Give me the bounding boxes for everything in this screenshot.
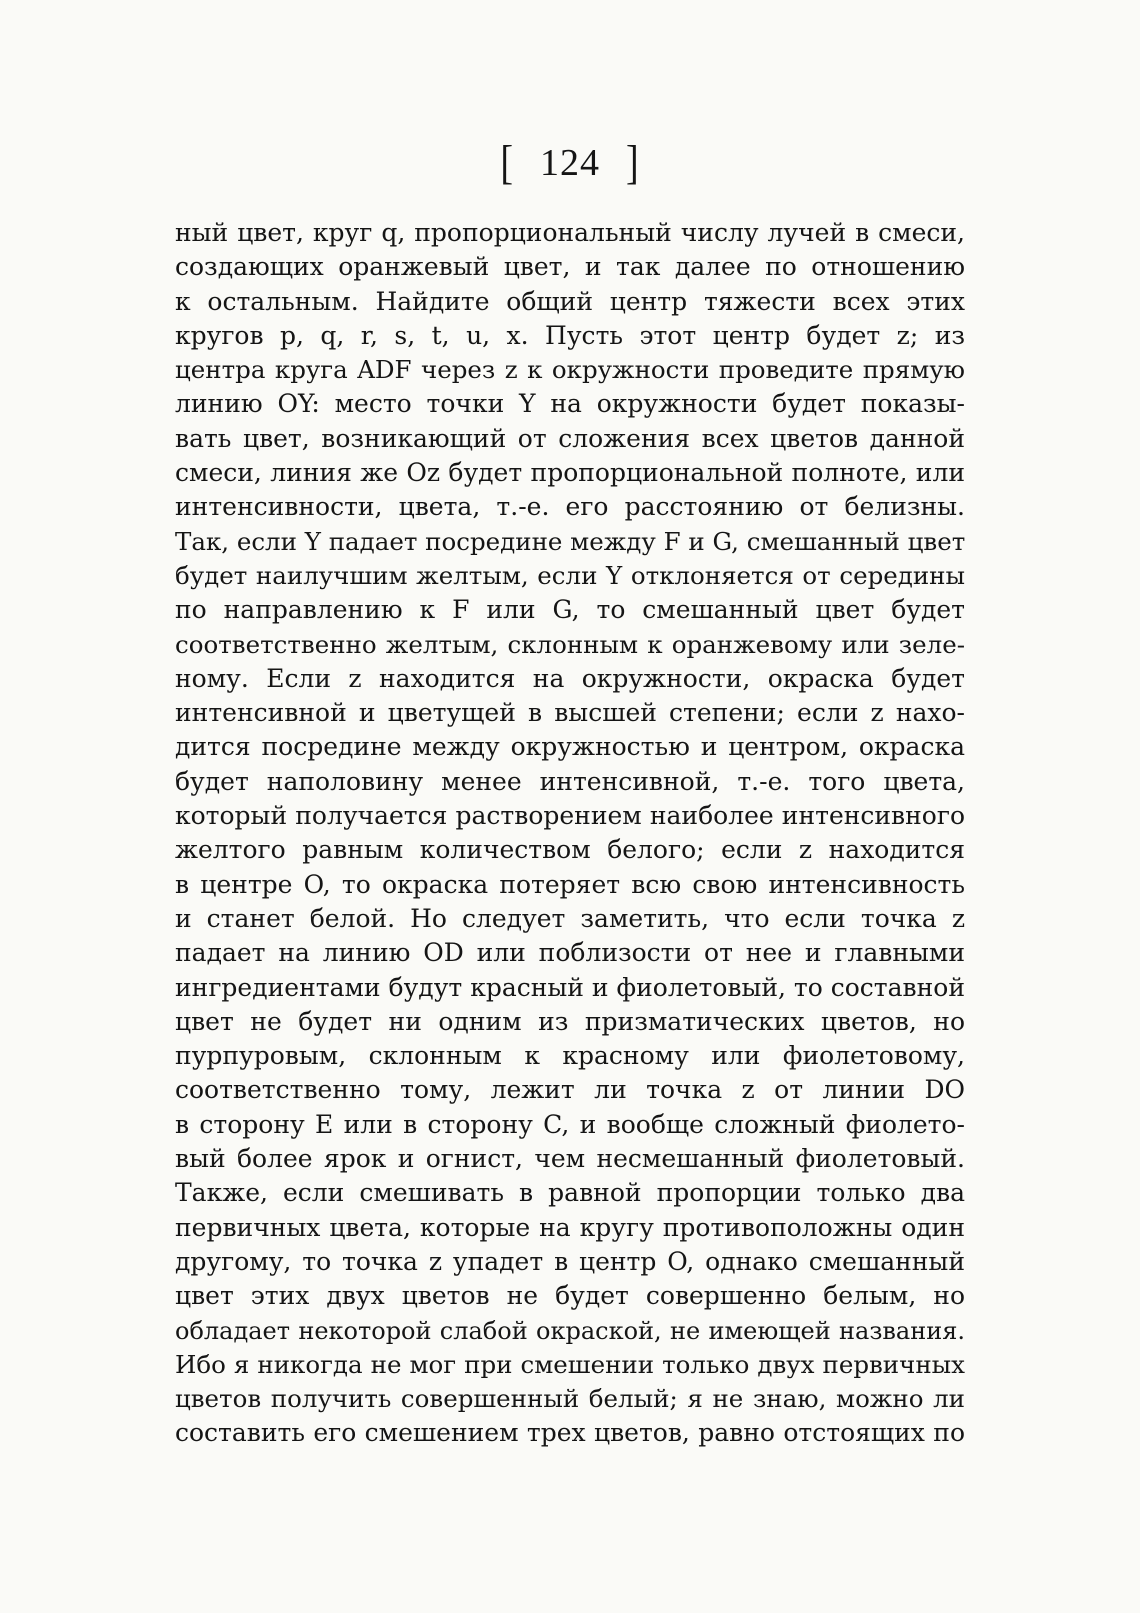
text-line: желтого равным количеством белого; если z находится (175, 835, 965, 865)
text-line: ный цвет, круг q, пропорциональный числу лучей в смеси, (175, 218, 965, 247)
text-line: Также, если смешивать в равной пропорции только два (175, 1178, 965, 1208)
left-bracket: [ (500, 136, 514, 190)
text-line: кругов p, q, r, s, t, u, x. Пусть этот центр будет z; из (175, 320, 965, 350)
page-number-header (0, 138, 1140, 188)
text-line: в сторону E или в сторону C, и вообще сложный фиолето- (175, 1109, 965, 1139)
text-line: цветов получить совершенный белый; я не знаю, можно ли (175, 1384, 965, 1414)
text-line: падает на линию OD или поблизости от нее и главными (175, 938, 965, 968)
text-line: вый более ярок и огнист, чем несмешанный фиолетовый. (175, 1144, 965, 1174)
text-line: линию OY: место точки Y на окружности будет показы- (175, 389, 965, 419)
text-line: Так, если Y падает посредине между F и G, смешанный цвет (175, 526, 966, 556)
text-line: соответственно тому, лежит ли точка z от линии DO (175, 1075, 965, 1105)
text-line: будет наилучшим желтым, если Y отклоняется от середины (175, 560, 965, 590)
text-line: по направлению к F или G, то смешанный цвет будет (175, 595, 965, 625)
page-number: 124 (540, 142, 600, 184)
right-bracket: ] (626, 136, 640, 190)
text-line: цвет этих двух цветов не будет совершенно белым, но (175, 1281, 965, 1311)
text-line: дится посредине между окружностью и центром, окраска (175, 732, 965, 762)
text-line: смеси, линия же Oz будет пропорциональной полноте, или (175, 458, 965, 488)
text-line: интенсивной и цветущей в высшей степени; если z нахо- (175, 698, 965, 728)
text-line: центра круга ADF через z к окружности проведите прямую (175, 355, 965, 385)
text-line: интенсивности, цвета, т.-е. его расстоянию от белизны. (175, 492, 965, 522)
text-line: в центре O, то окраска потеряет всю свою интенсивность (175, 869, 965, 899)
text-line: первичных цвета, которые на кругу противоположны один (175, 1212, 965, 1242)
text-line: к остальным. Найдите общий центр тяжести всех этих (175, 286, 965, 316)
body-text (175, 216, 965, 1451)
text-line: ному. Если z находится на окружности, окраска будет (175, 663, 965, 693)
text-line: цвет не будет ни одним из призматических цветов, но (175, 1006, 965, 1036)
text-line: обладает некоторой слабой окраской, не имеющей названия. (175, 1316, 965, 1345)
text-line: создающих оранжевый цвет, и так далее по отношению (175, 252, 965, 282)
text-line: вать цвет, возникающий от сложения всех цветов данной (175, 423, 965, 453)
text-line: ингредиентами будут красный и фиолетовый, то составной (175, 972, 965, 1002)
text-line: пурпуровым, склонным к красному или фиолетовому, (175, 1041, 965, 1071)
text-line: составить его смешением трех цветов, равно отстоящих по (175, 1418, 965, 1448)
text-line: другому, то точка z упадет в центр O, однако смешанный (175, 1246, 965, 1276)
text-line: и станет белой. Но следует заметить, что если точка z (175, 903, 965, 933)
text-line: соответственно желтым, склонным к оранжевому или зеле- (175, 629, 965, 659)
text-line: который получается растворением наиболее интенсивного (175, 801, 965, 831)
text-line: Ибо я никогда не мог при смешении только двух первичных (175, 1349, 965, 1379)
text-line: будет наполовину менее интенсивной, т.-е. того цвета, (175, 766, 965, 796)
